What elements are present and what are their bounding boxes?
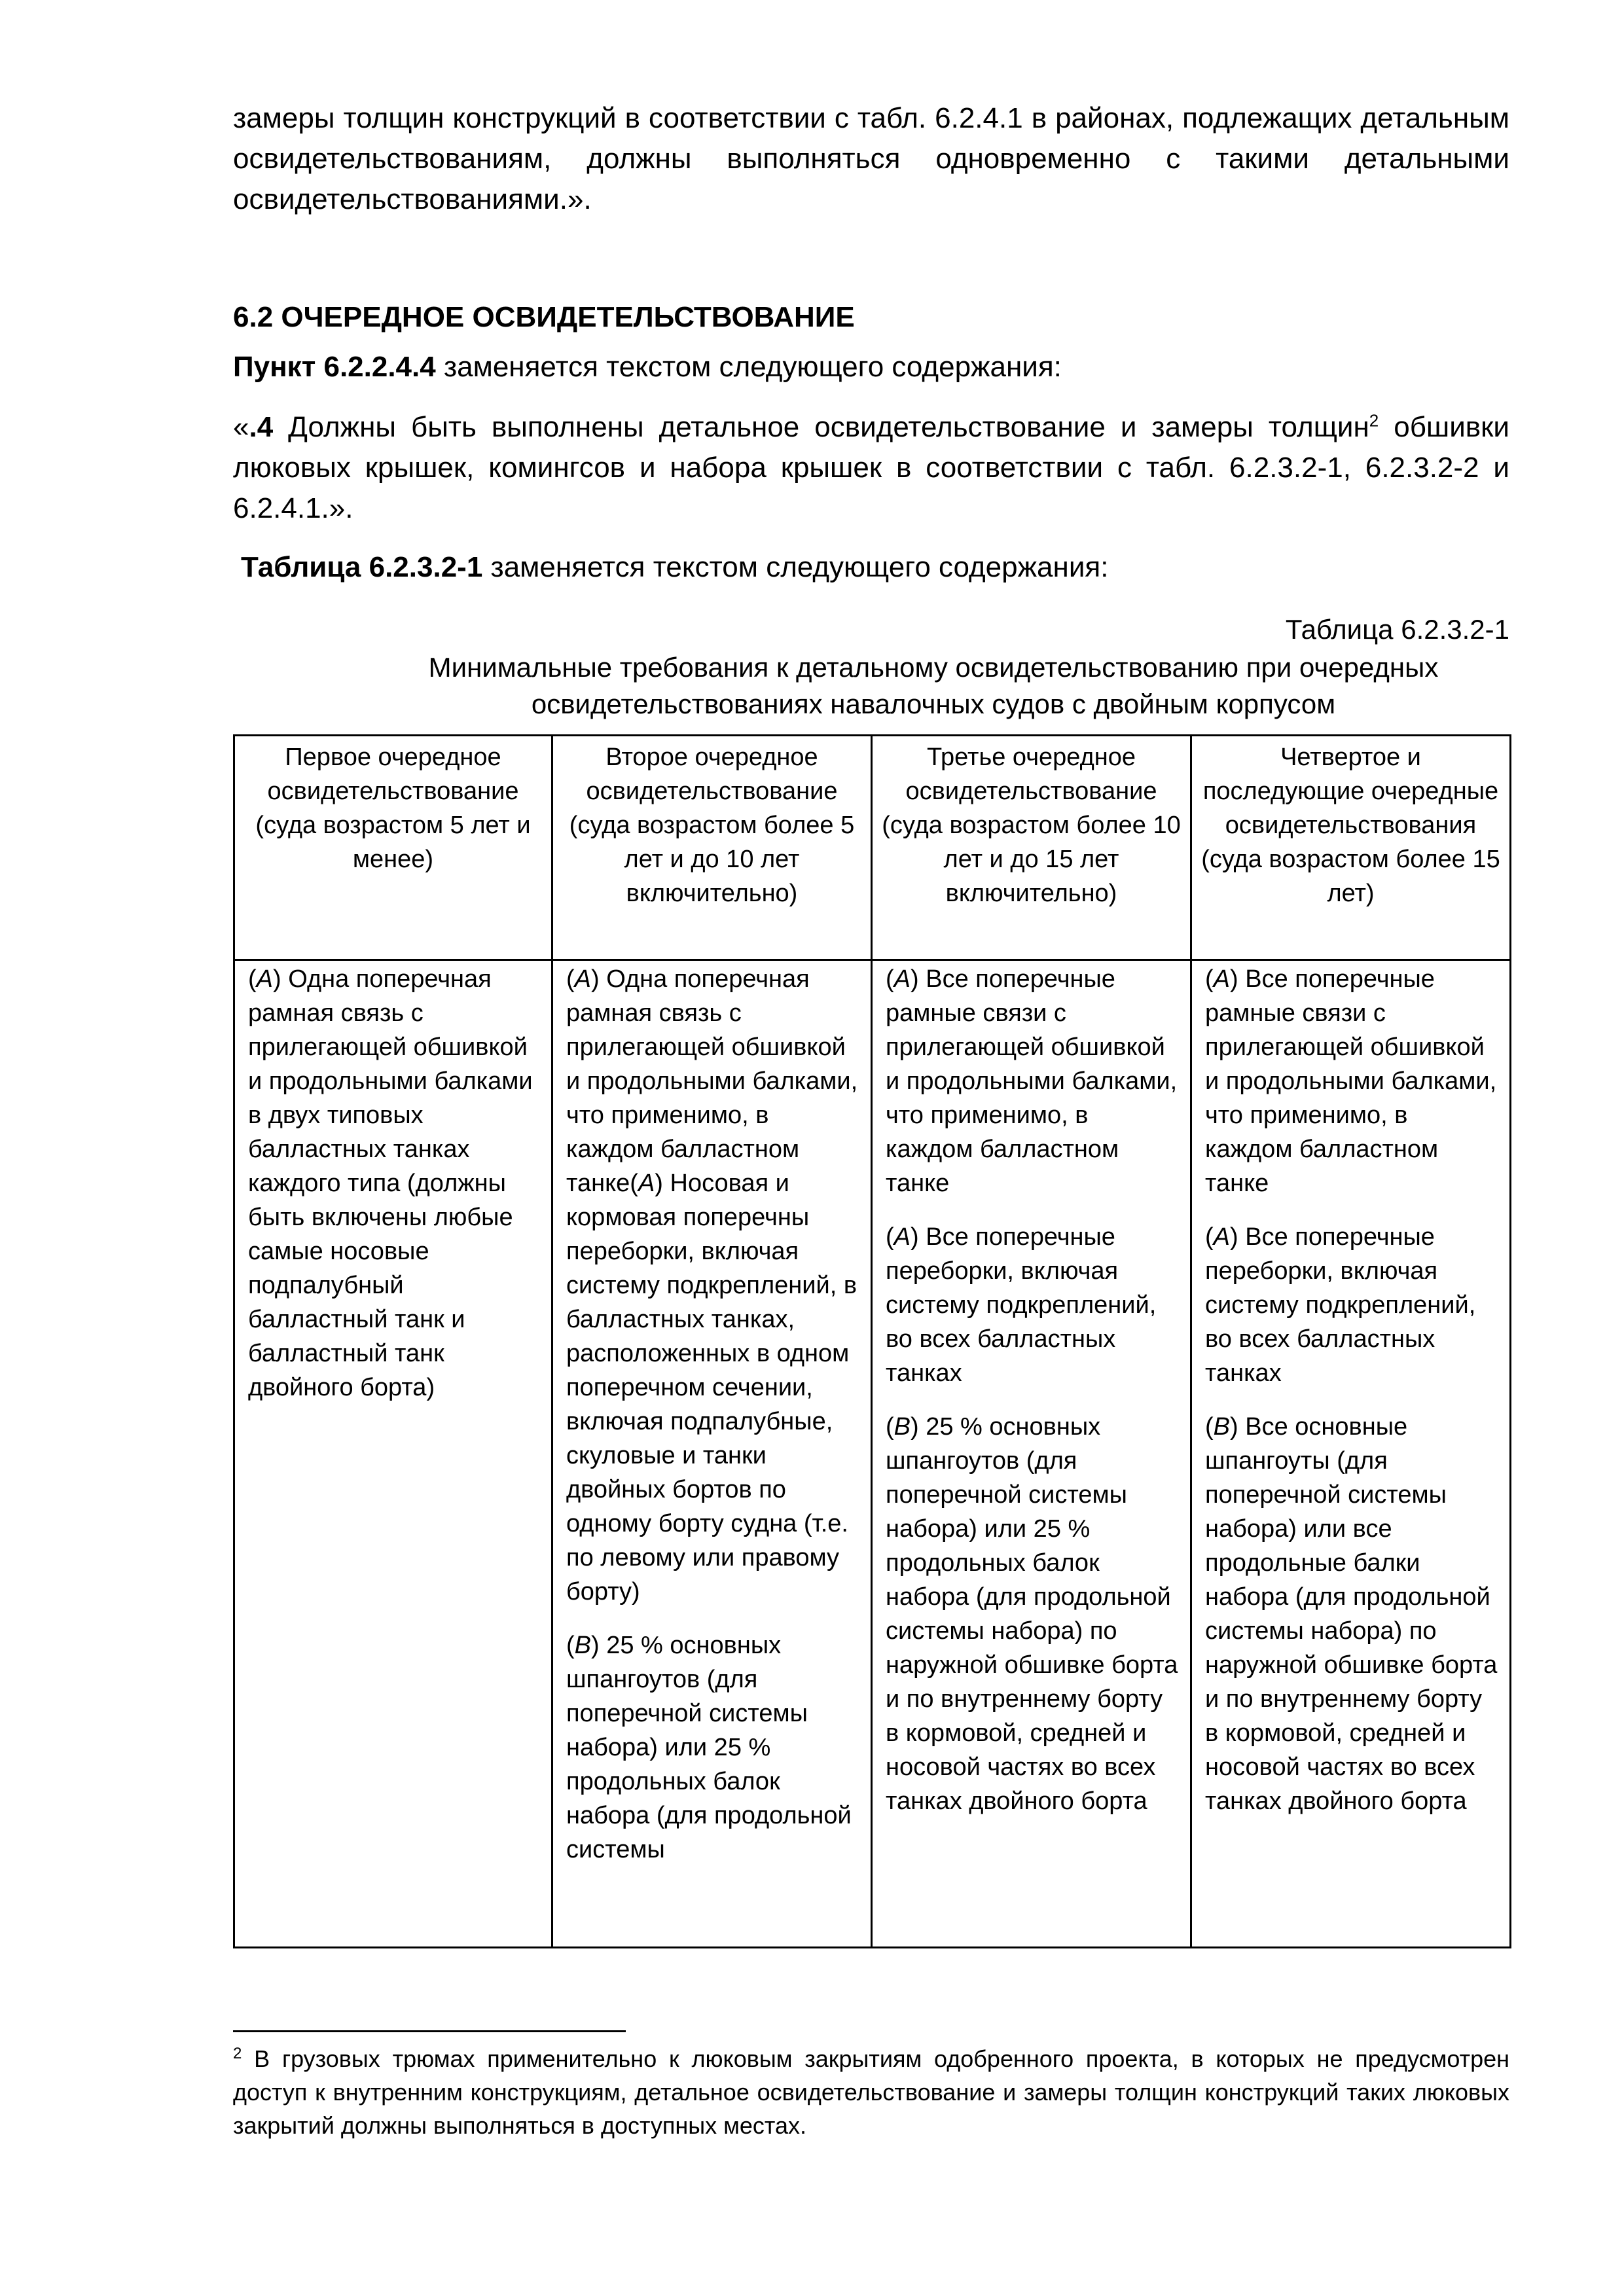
item-mark: A: [893, 965, 911, 993]
cell-paragraph: (A) Все поперечные переборки, включая систему подкреплений, во всех балластных танках: [1205, 1223, 1476, 1387]
quote-item-number: .4: [249, 411, 274, 443]
intro-paragraph: замеры толщин конструкций в соответствии с табл. 6.2.4.1 в районах, подлежащих детальным освидетельствованиям, должны выполняться одновременно с такими детальными освидетельствованиями.».: [233, 102, 1509, 215]
table-label: Таблица 6.2.3.2-1: [1285, 614, 1509, 645]
requirements-table: [233, 734, 1511, 1948]
item-text: Все поперечные рамные связи с прилегающей обшивкой и продольными балками, что применимо, в каждом балластном танке: [1205, 965, 1497, 1197]
item-mark: A: [1213, 965, 1231, 993]
table-header-row: [234, 736, 1511, 960]
header-cell-2: Второе очередное освидетельствование (суда возрастом более 5 лет и до 10 лет включительно): [552, 736, 872, 960]
document-page: [233, 98, 1509, 1948]
item-text: 25 % основных шпангоутов (для поперечной системы набора) или 25 % продольных балок набора (для продольной системы набора) по наружной обшивке борта и по внутреннему борту в кормовой, средней и носовой частях во всех танках двойного борта: [886, 1413, 1178, 1815]
cell-paragraph: (A) Одна поперечная рамная связь с прилегающей обшивкой и продольными балками, что применимо, в каждом балластном танке(A) Носовая и кормовая поперечны переборки, включая систему подкреплений, в балластных танках, расположенных в одном поперечном сечении, включая подпалубные, скуловые и танки двойных бортов по одному борту судна (т.е. по левому или правому борту): [566, 965, 858, 1605]
table-ref-paragraph: [233, 547, 1509, 588]
item-mark: B: [1213, 1413, 1231, 1441]
item-text: Все основные шпангоуты (для поперечной системы набора) или все продольные балки набора (для продольной системы набора) по наружной обшивке борта и по внутреннему борту в кормовой, средней и носовой частях во всех танках двойного борта: [1205, 1413, 1498, 1815]
header-cell-1: Первое очередное освидетельствование (суда возрастом 5 лет и менее): [234, 736, 552, 960]
cell-paragraph: (A) Все поперечные переборки, включая систему подкреплений, во всех балластных танках: [886, 1223, 1157, 1387]
table-body-row: [234, 960, 1511, 1948]
body-cell-4: [1191, 960, 1511, 1948]
quote-text: Должны быть выполнены детальное освидетельствование и замеры толщин: [273, 411, 1369, 443]
body-cell-1: [234, 960, 552, 1948]
footnote-ref[interactable]: 2: [1369, 410, 1379, 431]
point-text: заменяется текстом следующего содержания:: [435, 351, 1062, 383]
item-text: Одна поперечная рамная связь с прилегающей обшивкой и продольными балками в двух типовых балластных танках каждого типа (должны быть включены любые самые носовые подпалубный балластный танк и балластный танк двойного борта): [248, 965, 533, 1401]
item-text: 25 % основных шпангоутов (для поперечной системы набора) или 25 % продольных балок набора (для продольной системы: [566, 1632, 852, 1863]
header-cell-3: Третье очередное освидетельствование (суда возрастом более 10 лет и до 15 лет включительно): [872, 736, 1191, 960]
body-cell-3: [872, 960, 1191, 1948]
footnote-number: 2: [233, 2045, 242, 2062]
quote-text-2: обшивки люковых крышек, комингсов и набора крышек в соответствии с табл. 6.2.3.2-1, 6.2.3.2-2 и 6.2.4.1.».: [233, 411, 1509, 524]
cell-paragraph: (B) Все основные шпангоуты (для поперечной системы набора) или все продольные балки набора (для продольной системы набора) по наружной обшивке борта и по внутреннему борту в кормовой, средней и носовой частях во всех танках двойного борта: [1205, 1413, 1498, 1815]
cell-paragraph: (A) Все поперечные рамные связи с прилегающей обшивкой и продольными балками, что применимо, в каждом балластном танке: [886, 965, 1178, 1197]
item-text: ) Носовая и кормовая поперечны переборки, включая систему подкреплений, в балластных танках, расположенных в одном поперечном сечении, включая подпалубные, скуловые и танки двойных бортов по одному борту судна (т.е. по левому или правому борту): [566, 1170, 857, 1605]
point-paragraph: [233, 347, 1509, 387]
table-caption-line-1: Минимальные требования к детальному освидетельствованию при очередных: [428, 652, 1439, 683]
item-text: Все поперечные переборки, включая систему подкреплений, во всех балластных танках: [1205, 1223, 1476, 1387]
item-mark: B: [893, 1413, 911, 1441]
item-text: Одна поперечная рамная связь с прилегающей обшивкой и продольными балками, что применимо, в каждом балластном танке(: [566, 965, 858, 1197]
quote-paragraph: [233, 407, 1509, 529]
table-caption-line-2: освидетельствованиях навалочных судов с двойным корпусом: [531, 689, 1336, 719]
footnote-text: В грузовых трюмах применительно к люковым закрытиям одобренного проекта, в которых не предусмотрен доступ к внутренним конструкциям, детальное освидетельствование и замеры толщин конструкций таких люковых закрытий должны выполняться в доступных местах.: [233, 2045, 1509, 2139]
item-mark: A: [1213, 1223, 1231, 1251]
header-cell-4: Четвертое и последующие очередные освидетельствования (суда возрастом более 15 лет): [1191, 736, 1511, 960]
table-ref-text: заменяется текстом следующего содержания:: [482, 551, 1109, 583]
cell-paragraph: (B) 25 % основных шпангоутов (для поперечной системы набора) или 25 % продольных балок набора (для продольной системы: [566, 1632, 852, 1863]
section-heading: 6.2 ОЧЕРЕДНОЕ ОСВИДЕТЕЛЬСТВОВАНИЕ: [233, 301, 855, 333]
item-mark: A: [256, 965, 274, 993]
item-mark: A: [893, 1223, 911, 1251]
cell-paragraph: (B) 25 % основных шпангоутов (для поперечной системы набора) или 25 % продольных балок набора (для продольной системы набора) по наружной обшивке борта и по внутреннему борту в кормовой, средней и носовой частях во всех танках двойного борта: [886, 1413, 1178, 1815]
cell-paragraph: (A) Все поперечные рамные связи с прилегающей обшивкой и продольными балками, что применимо, в каждом балластном танке: [1205, 965, 1497, 1197]
table-ref-number: Таблица 6.2.3.2-1: [241, 551, 483, 583]
body-cell-2: [552, 960, 872, 1948]
item-mark: B: [574, 1632, 592, 1659]
quote-open: «: [233, 411, 249, 443]
item-text: Все поперечные рамные связи с прилегающей обшивкой и продольными балками, что применимо, в каждом балластном танке: [886, 965, 1178, 1197]
footnote: [233, 2042, 1509, 2142]
cell-paragraph: (A) Одна поперечная рамная связь с прилегающей обшивкой и продольными балками в двух типовых балластных танках каждого типа (должны быть включены любые самые носовые подпалубный балластный танк и балластный танк двойного борта): [248, 965, 533, 1401]
item-mark: A: [638, 1170, 655, 1197]
item-mark: A: [574, 965, 592, 993]
point-number: Пункт 6.2.2.4.4: [233, 351, 436, 383]
table-caption: [357, 649, 1509, 723]
item-text: Все поперечные переборки, включая систему подкреплений, во всех балластных танках: [886, 1223, 1157, 1387]
footnote-separator: [233, 2030, 626, 2032]
